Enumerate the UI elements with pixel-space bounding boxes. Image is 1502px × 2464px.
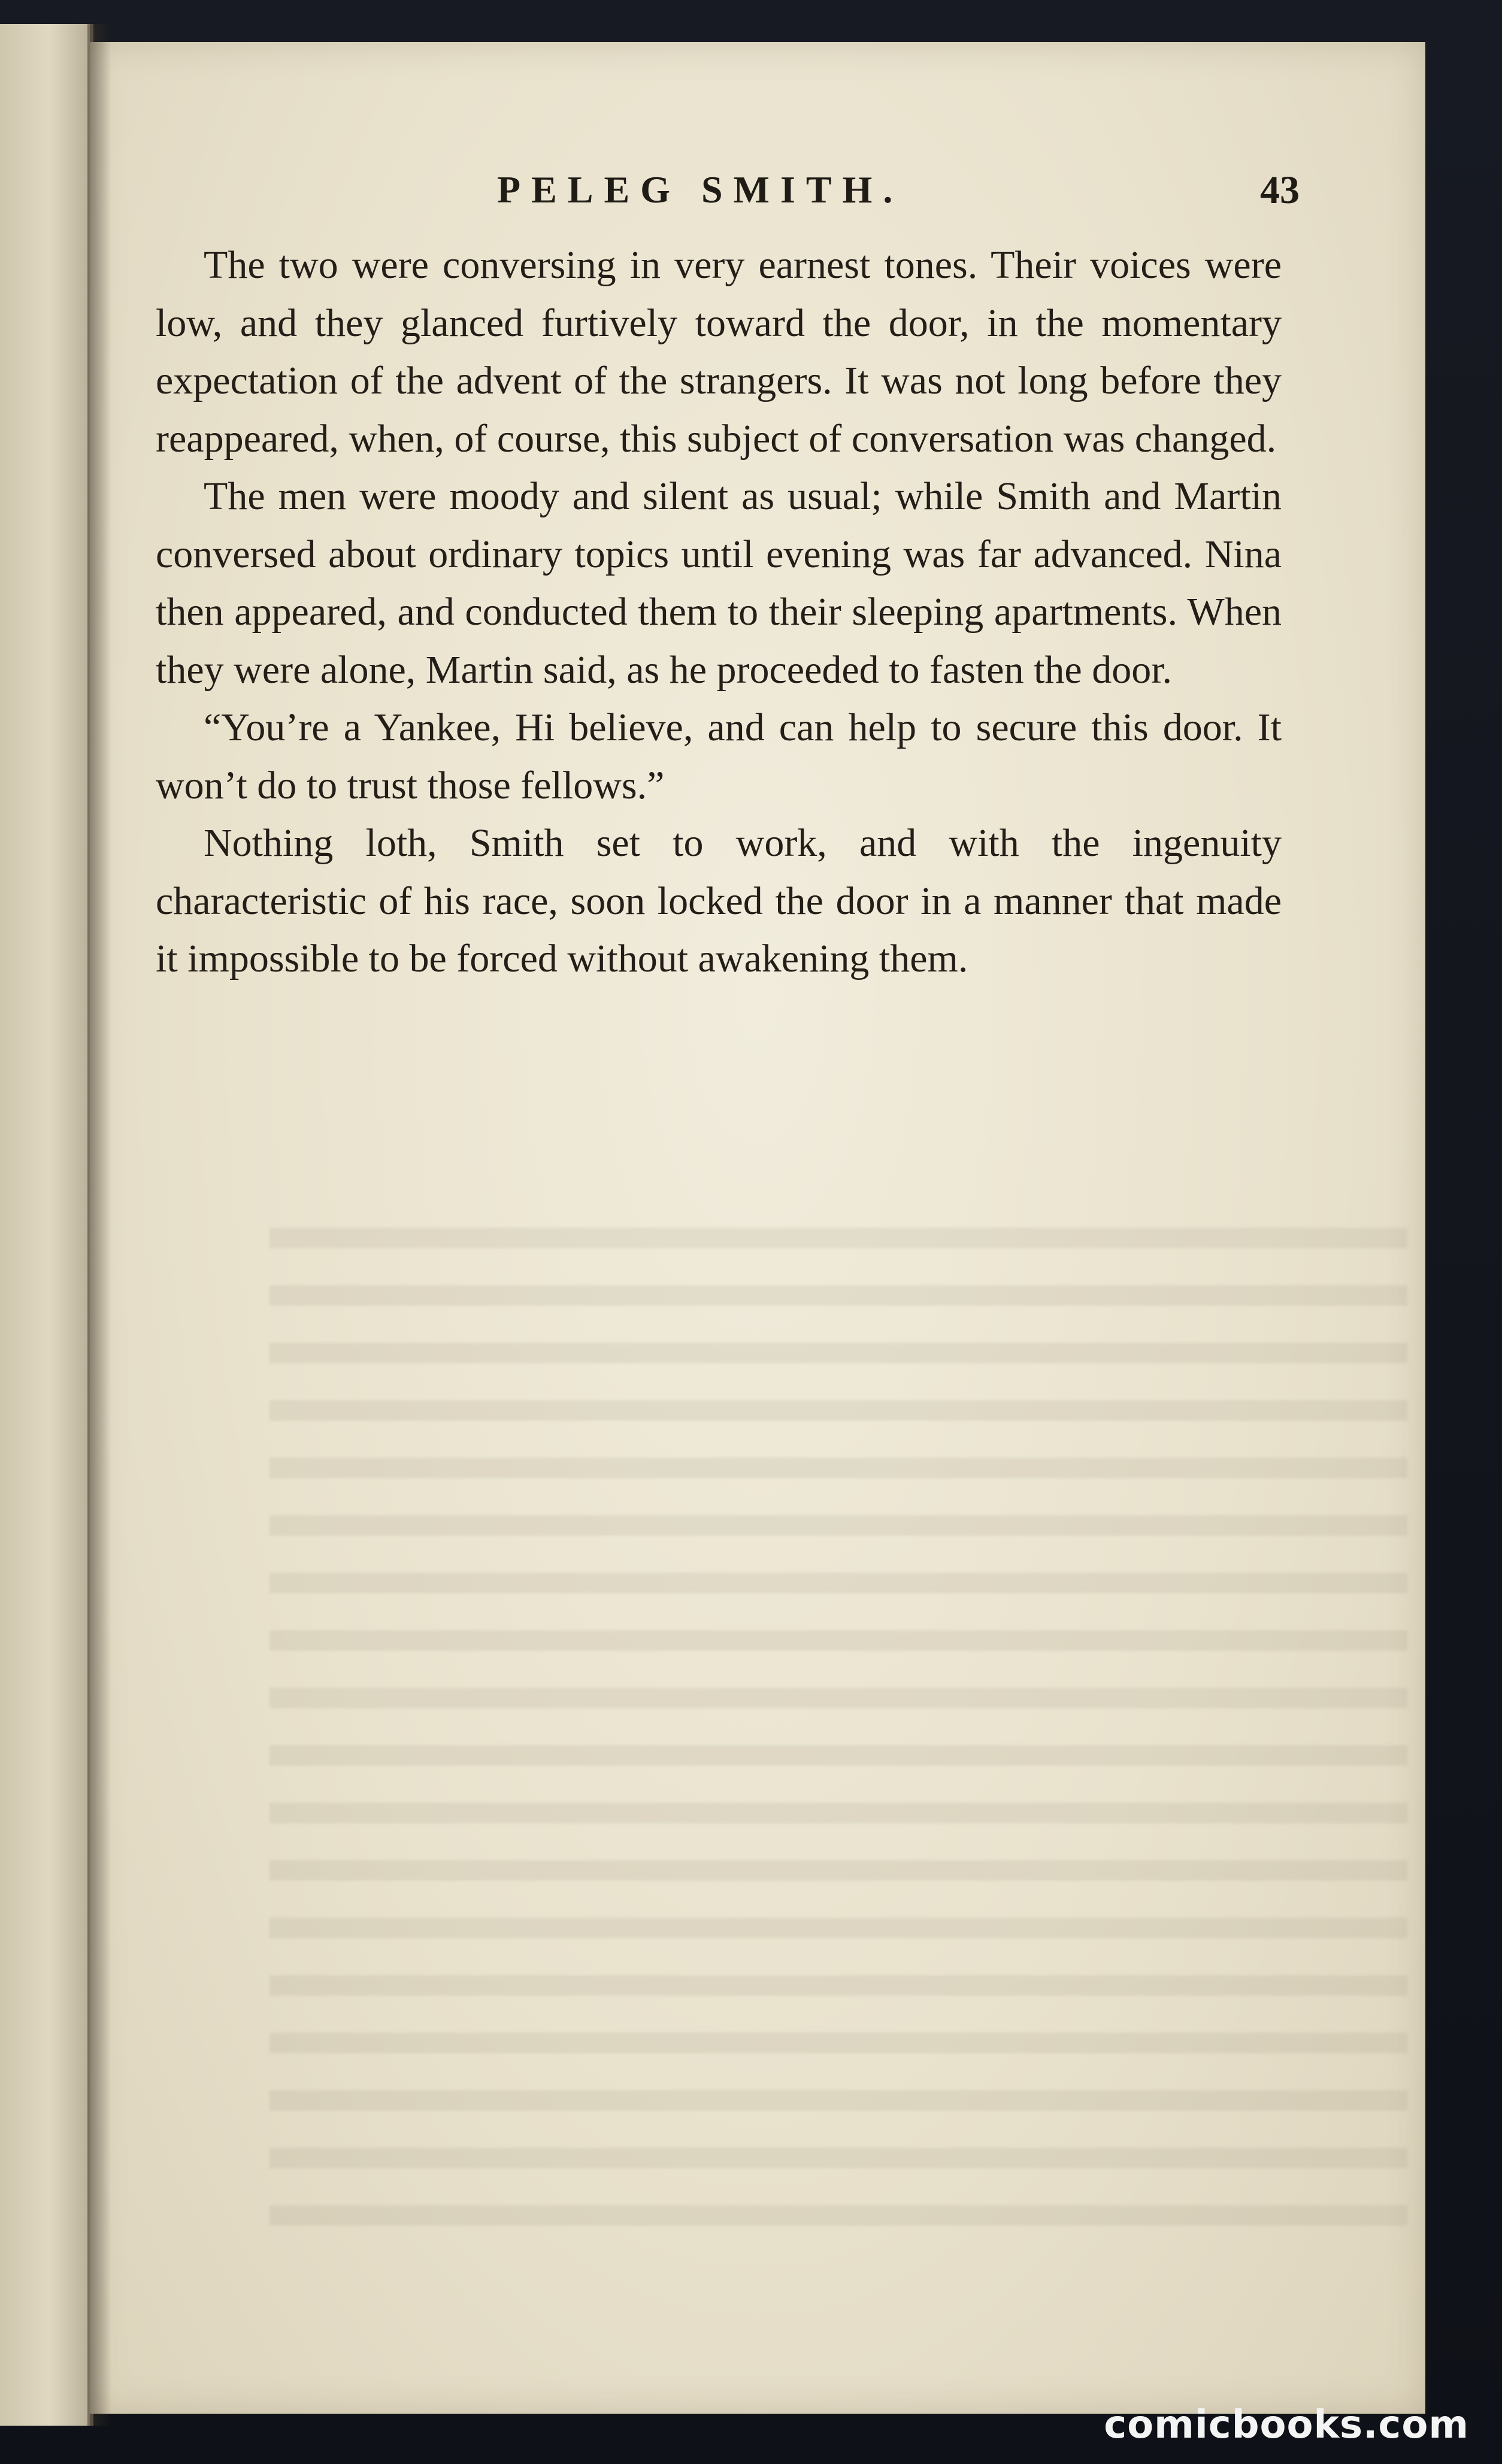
paragraph: The two were conversing in very earnest tones. Their voices were low, and they glanced furtively toward the door, in the momentary expectation of the advent of the strangers. It was not long before they reappeared, when, of course, this subject of conversation was changed.	[156, 243, 1282, 461]
body-text	[156, 237, 1282, 988]
paragraph: The men were moody and silent as usual; while Smith and Martin conversed about ordinary topics until evening was far advanced. Nina then appeared, and conducted them to their sleeping apartments. When they were alone, Martin said, as he proceeded to fasten the door.	[156, 474, 1282, 692]
previous-page-edge	[0, 24, 93, 2426]
site-watermark: comicbooks.com	[1104, 2403, 1469, 2447]
running-title: PELEG SMITH.	[497, 168, 904, 211]
paragraph: Nothing loth, Smith set to work, and with the ingenuity characteristic of his race, soon locked the door in a manner that made it impossible to be forced without awakening them.	[156, 821, 1282, 980]
paragraph: “You’re a Yankee, Hi believe, and can help to secure this door. It won’t do to trust those fellows.”	[156, 706, 1282, 807]
show-through-text	[269, 1228, 1407, 2246]
page-number: 43	[1260, 168, 1300, 212]
page-header	[156, 168, 1300, 222]
gutter-shadow	[87, 24, 111, 2426]
